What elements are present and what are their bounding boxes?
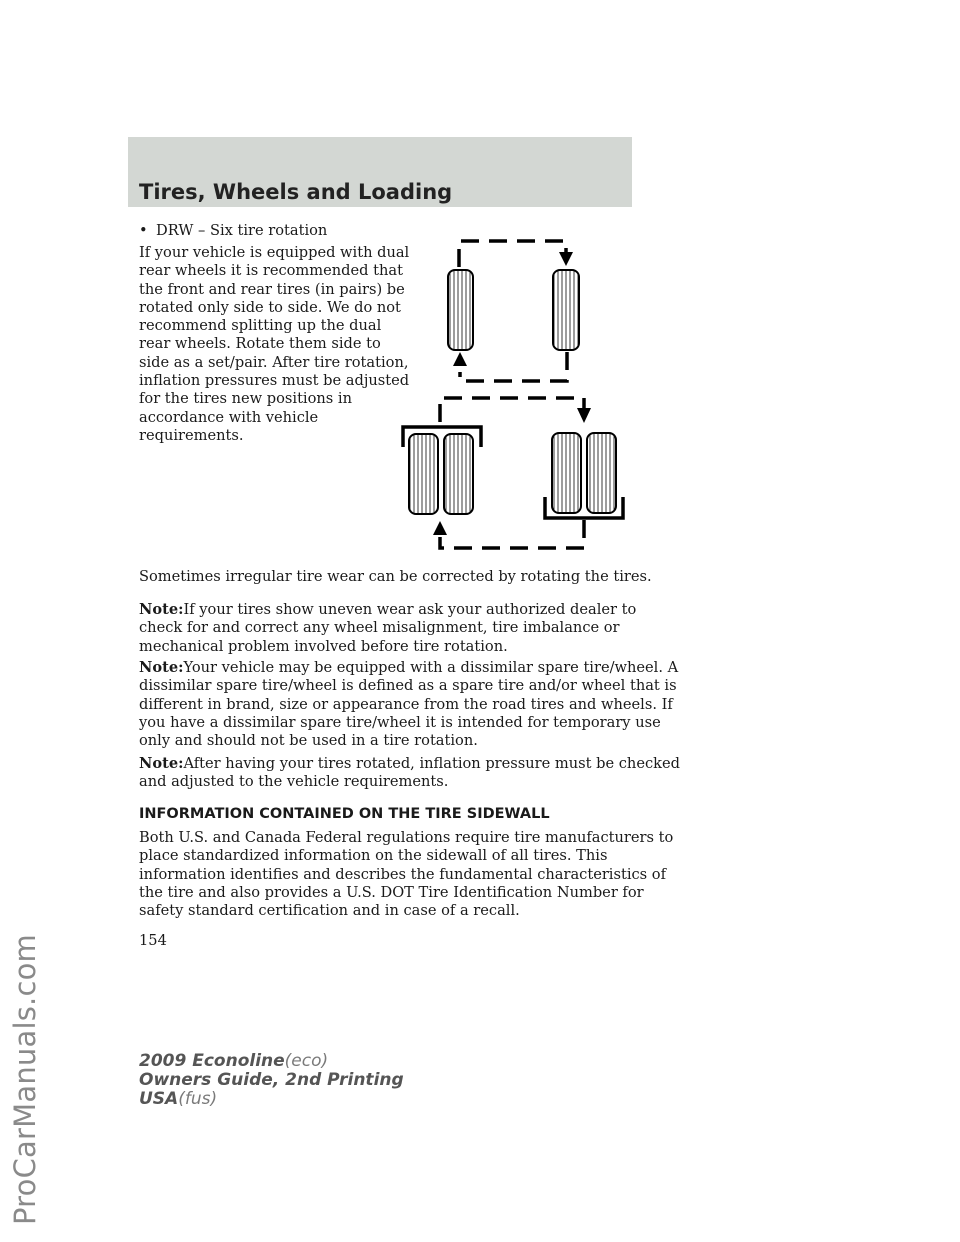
page-title: Tires, Wheels and Loading [139, 180, 453, 204]
section-heading: INFORMATION CONTAINED ON THE TIRE SIDEWALL [139, 806, 550, 822]
bullet-icon: • [139, 222, 148, 239]
text-line: and adjusted to the vehicle requirements. [139, 773, 449, 791]
text-line: place standardized information on the sidewall of all tires. This [139, 847, 608, 865]
text-line: different in brand, size or appearance from the road tires and wheels. If [139, 695, 673, 713]
note-paragraph-3 [139, 755, 680, 792]
footer-model-code: (eco) [284, 1051, 329, 1071]
front-rotation-path [459, 241, 567, 381]
text-line: you have a dissimilar spare tire/wheel it is intended for temporary use [139, 713, 661, 731]
page-number: 154 [139, 932, 167, 949]
note-label: Note: [139, 601, 184, 618]
text-line: rotated only side to side. We do not [139, 298, 401, 316]
text-line: After having your tires rotated, inflation pressure must be checked [183, 755, 680, 772]
text-line: rear wheels it is recommended that [139, 262, 403, 280]
front-right-tire [553, 270, 579, 350]
text-line: Both U.S. and Canada Federal regulations require tire manufacturers to [139, 829, 674, 846]
text-line: the front and rear tires (in pairs) be [139, 280, 405, 298]
sidewall-paragraph [139, 829, 674, 920]
text-line: rear wheels. Rotate them side to [139, 335, 381, 353]
text-line: Sometimes irregular tire wear can be corrected by rotating the tires. [139, 568, 652, 585]
bullet-item [139, 222, 327, 239]
note-paragraph-2 [139, 659, 679, 750]
watermark: ProCarManuals.com [8, 934, 42, 1225]
text-line: recommend splitting up the dual [139, 317, 382, 335]
text-line: only and should not be used in a tire rotation. [139, 732, 478, 750]
text-line: Your vehicle may be equipped with a dissimilar spare tire/wheel. A [183, 659, 679, 676]
text-line: inflation pressures must be adjusted [139, 372, 410, 390]
text-line: dissimilar spare tire/wheel is defined as a spare tire and/or wheel that is [139, 677, 677, 695]
footer-region: USA [139, 1089, 179, 1109]
arrow-down-icon [577, 408, 591, 423]
text-line: information identifies and describes the fundamental characteristics of [139, 865, 666, 883]
intro-paragraph [139, 244, 410, 445]
arrow-up-icon [453, 352, 467, 366]
bullet-text: DRW – Six tire rotation [156, 222, 328, 239]
text-line: accordance with vehicle [139, 408, 319, 426]
front-left-tire [448, 270, 473, 350]
text-line: mechanical problem involved before tire rotation. [139, 637, 508, 655]
text-line: side as a set/pair. After tire rotation, [139, 353, 409, 371]
arrow-down-icon [559, 252, 573, 266]
text-line: requirements. [139, 426, 244, 444]
footer-guide: Owners Guide, 2nd Printing [139, 1070, 404, 1090]
footer-region-code: (fus) [178, 1089, 218, 1109]
text-line: safety standard certification and in case of a recall. [139, 902, 520, 920]
irregular-wear-paragraph [139, 568, 652, 586]
text-line: for the tires new positions in [139, 390, 352, 408]
footer-model: 2009 Econoline [139, 1051, 285, 1071]
note-label: Note: [139, 659, 184, 676]
rear-right-dual-tires [545, 433, 623, 518]
note-label: Note: [139, 755, 184, 772]
text-line: If your tires show uneven wear ask your authorized dealer to [183, 601, 637, 618]
text-line: check for and correct any wheel misalignment, tire imbalance or [139, 619, 620, 637]
arrow-up-icon [433, 521, 447, 535]
text-line: If your vehicle is equipped with dual [139, 244, 410, 261]
note-paragraph-1 [139, 601, 639, 656]
rear-left-dual-tires [403, 427, 481, 514]
footer [139, 1052, 404, 1109]
text-line: the tire and also provides a U.S. DOT Tire Identification Number for [139, 883, 644, 901]
tire-rotation-diagram [390, 228, 640, 558]
